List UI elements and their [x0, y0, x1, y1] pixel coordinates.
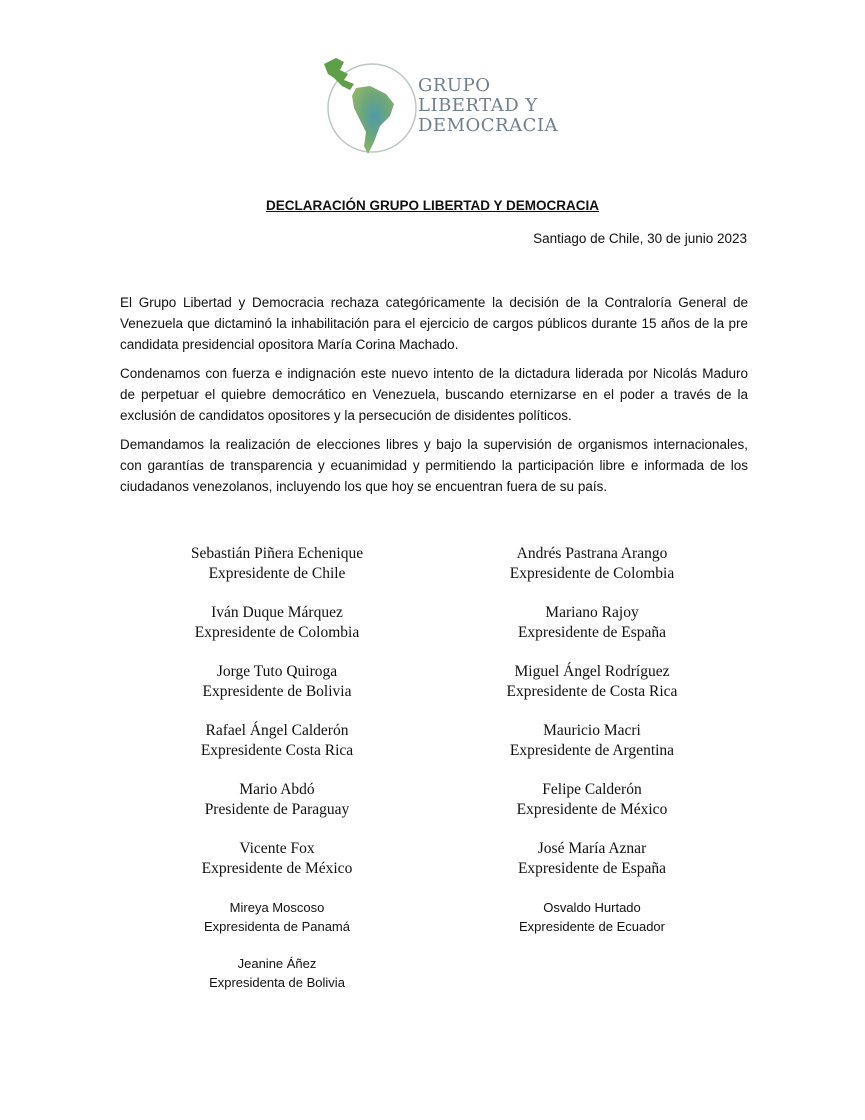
signatory-role: Expresidente de Chile — [208, 565, 346, 582]
signatory — [137, 662, 417, 702]
signatory-role: Expresidente de Costa Rica — [506, 683, 678, 700]
signatory-role: Expresidenta de Bolivia — [209, 975, 345, 990]
signatory-name: Mireya Moscoso — [229, 900, 325, 915]
signatory-name: Jorge Tuto Quiroga — [216, 663, 338, 680]
signatory — [137, 839, 417, 879]
logo-line-1: GRUPO — [418, 75, 491, 96]
north-america-shape — [324, 58, 354, 90]
signatory-role: Expresidente de Ecuador — [519, 919, 665, 934]
signatory — [452, 780, 732, 820]
dateline: Santiago de Chile, 30 de junio 2023 — [533, 231, 747, 246]
signatory — [137, 954, 417, 992]
signatory-role: Expresidente de Argentina — [509, 742, 675, 759]
americas-map-icon — [314, 50, 424, 160]
signatory — [137, 898, 417, 936]
signatory-role: Expresidente de Colombia — [194, 624, 360, 641]
signatory — [452, 839, 732, 879]
signatory-name: Iván Duque Márquez — [211, 604, 343, 621]
signatory — [137, 780, 417, 820]
signatory-name: Mario Abdó — [239, 781, 315, 798]
signatory — [137, 603, 417, 643]
signatory-name: Mauricio Macri — [543, 722, 641, 739]
signatory — [137, 721, 417, 761]
signatory-role: Expresidente de México — [516, 801, 668, 818]
signatory — [452, 721, 732, 761]
paragraph: El Grupo Libertad y Democracia rechaza categóricamente la decisión de la Contraloría General de Venezuela que dictaminó la inhabilitación para el ejercicio de cargos públicos durante 15 años de la pre candidata presidencial opositora María Corina Machado. — [120, 295, 748, 352]
signatory — [452, 544, 732, 584]
signatory-name: José María Aznar — [537, 840, 647, 857]
logo-wordmark — [418, 76, 558, 136]
signatory-role: Expresidente de Colombia — [509, 565, 675, 582]
logo-line-2: LIBERTAD Y — [418, 95, 538, 116]
signatory-name: Jeanine Áñez — [237, 956, 317, 971]
signatory-name: Osvaldo Hurtado — [543, 900, 641, 915]
paragraph: Condenamos con fuerza e indignación este nuevo intento de la dictadura liderada por Nicolás Maduro de perpetuar el quiebre democrático en Venezuela, buscando eternizarse en el poder a través de la exclusión de candidatos opositores y la persecución de disidentes políticos. — [120, 366, 748, 423]
signatory-role: Expresidente de México — [201, 860, 353, 877]
signatory-name: Felipe Calderón — [542, 781, 642, 798]
south-america-shape — [352, 86, 394, 154]
document-title: DECLARACIÓN GRUPO LIBERTAD Y DEMOCRACIA — [265, 198, 599, 213]
signatory-role: Expresidente de España — [517, 624, 667, 641]
signatory-name: Andrés Pastrana Arango — [516, 545, 668, 562]
signatory — [452, 898, 732, 936]
signatory-name: Miguel Ángel Rodríguez — [514, 663, 670, 680]
signatory-role: Expresidente Costa Rica — [200, 742, 354, 759]
signatory-role: Expresidente de España — [517, 860, 667, 877]
signatory-name: Sebastián Piñera Echenique — [190, 545, 364, 562]
signatory-role: Expresidenta de Panamá — [204, 919, 350, 934]
signatory-role: Presidente de Paraguay — [204, 801, 350, 818]
signatory-name: Vicente Fox — [239, 840, 315, 857]
signatory-name: Mariano Rajoy — [545, 604, 639, 621]
signatory — [452, 662, 732, 702]
signatory — [137, 544, 417, 584]
group-logo — [314, 50, 564, 160]
paragraph: Demandamos la realización de elecciones libres y bajo la supervisión de organismos internacionales, con garantías de transparencia y ecuanimidad y permitiendo la participación libre e informada de los ciudadanos venezolanos, incluyendo los que hoy se encuentran fuera de su país. — [120, 437, 748, 494]
signatory — [452, 603, 732, 643]
signatory-name: Rafael Ángel Calderón — [205, 722, 349, 739]
logo-line-3: DEMOCRACIA — [418, 115, 558, 136]
declaration-body — [120, 292, 748, 505]
signatory-role: Expresidente de Bolivia — [202, 683, 352, 700]
